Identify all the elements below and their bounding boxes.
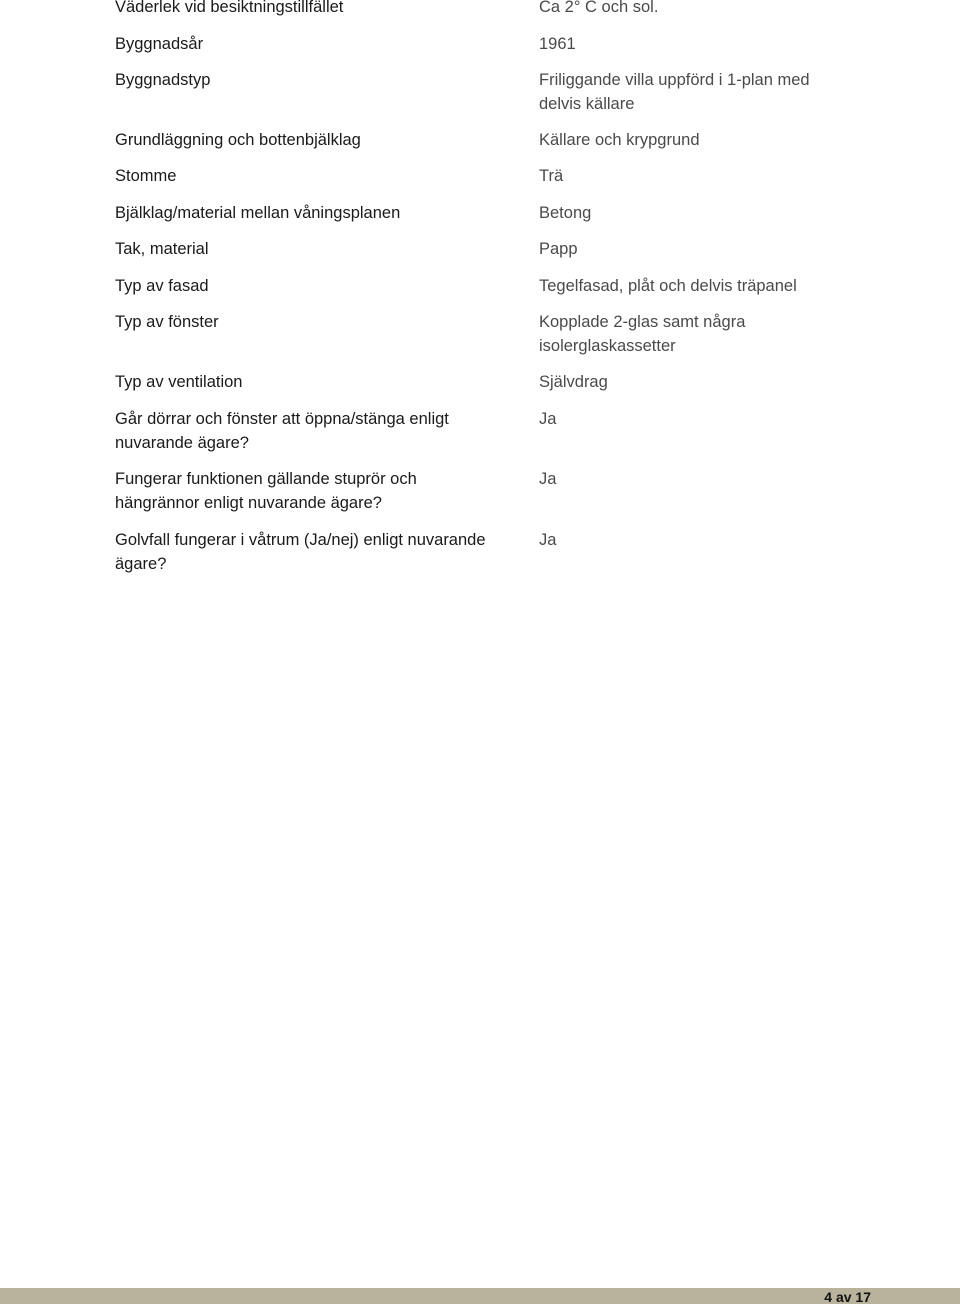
row-label: Typ av fasad	[115, 277, 209, 295]
row-value: Betong	[539, 204, 592, 222]
row-label: Stomme	[115, 167, 177, 185]
row-value: Friliggande villa uppförd i 1-plan med delvis källare	[539, 71, 810, 113]
row-value: Ja	[539, 531, 557, 549]
row-value: 1961	[539, 35, 576, 53]
row-label: Typ av ventilation	[115, 373, 243, 391]
row-value: Självdrag	[539, 373, 608, 391]
row-value: Tegelfasad, plåt och delvis träpanel	[539, 277, 797, 295]
row-label: Grundläggning och bottenbjälklag	[115, 131, 361, 149]
page-number: 4 av 17	[824, 1289, 871, 1305]
row-value: Ja	[539, 410, 557, 428]
row-value: Trä	[539, 167, 564, 185]
row-label: Bjälklag/material mellan våningsplanen	[115, 204, 401, 222]
row-label: Typ av fönster	[115, 313, 219, 331]
row-label: Tak, material	[115, 240, 209, 258]
footer-bar	[0, 1288, 960, 1304]
row-label: Väderlek vid besiktningstillfället	[115, 0, 344, 16]
row-label: Golvfall fungerar i våtrum (Ja/nej) enligt nuvarande ägare?	[115, 531, 486, 573]
row-label: Byggnadsår	[115, 35, 204, 53]
row-value: Ca 2° C och sol.	[539, 0, 659, 16]
row-label: Fungerar funktionen gällande stuprör och hängrännor enligt nuvarande ägare?	[115, 470, 417, 512]
row-value: Papp	[539, 240, 578, 258]
row-label: Går dörrar och fönster att öppna/stänga enligt nuvarande ägare?	[115, 410, 449, 452]
row-label: Byggnadstyp	[115, 71, 211, 89]
row-value: Kopplade 2-glas samt några isolerglaskassetter	[539, 313, 746, 355]
row-value: Källare och krypgrund	[539, 131, 700, 149]
row-value: Ja	[539, 470, 557, 488]
